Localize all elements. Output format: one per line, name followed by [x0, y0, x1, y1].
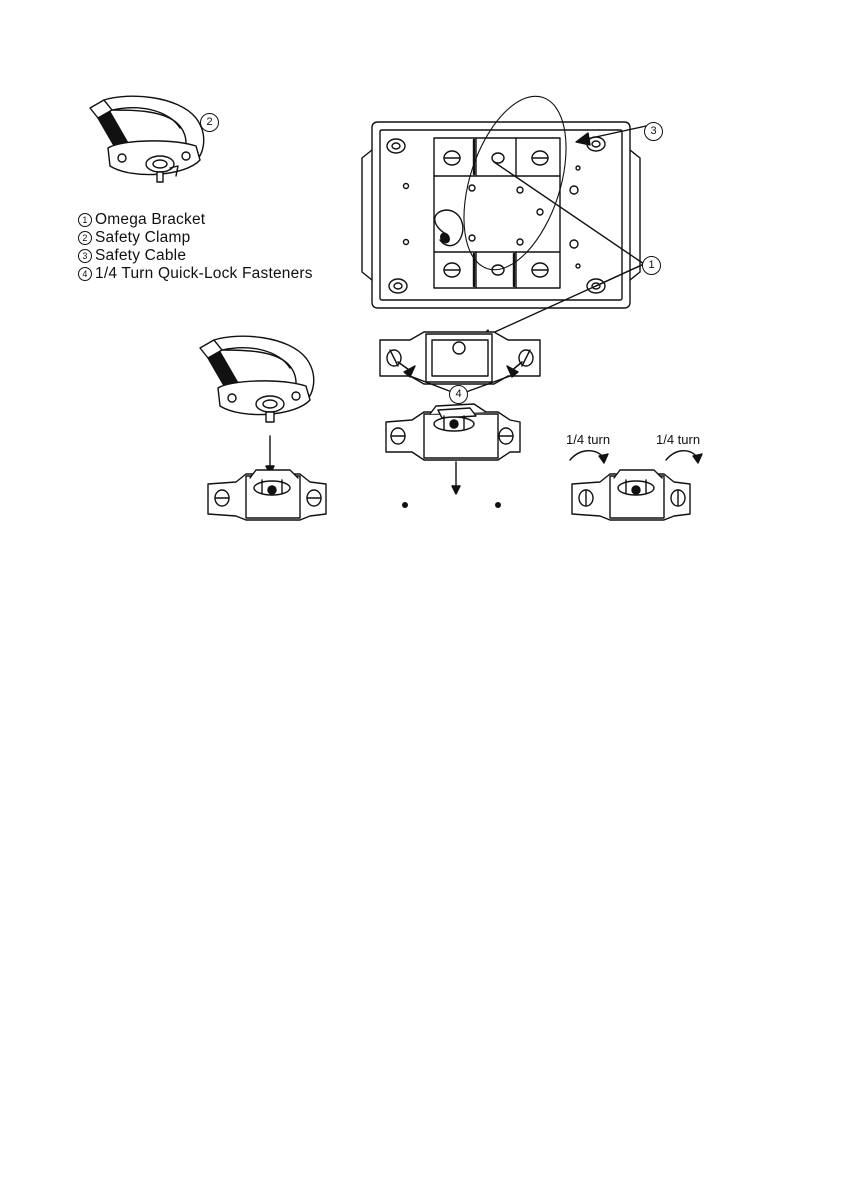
callout-4: 4	[449, 385, 468, 404]
turn-arrow-right	[666, 451, 702, 463]
callout-2: 2	[200, 113, 219, 132]
callout-3: 3	[644, 122, 663, 141]
legend-item-safety-clamp	[78, 229, 338, 247]
legend-label: Safety Clamp	[95, 229, 191, 246]
turn-label-right: 1/4 turn	[656, 432, 701, 447]
legend-item-quick-lock-fasteners	[78, 265, 338, 283]
legend	[78, 211, 338, 283]
legend-item-safety-cable	[78, 247, 338, 265]
turn-label-left: 1/4 turn	[566, 432, 611, 447]
legend-item-omega-bracket	[78, 211, 338, 229]
legend-number: 3	[78, 249, 92, 263]
legend-label: Omega Bracket	[95, 211, 206, 228]
safety-clamp-top	[90, 96, 204, 182]
legend-number: 2	[78, 231, 92, 245]
down-arrow-left	[266, 436, 274, 474]
legend-label: Safety Cable	[95, 247, 187, 264]
bracket-assembled-left	[208, 470, 326, 520]
callout-1: 1	[642, 256, 661, 275]
legend-number: 1	[78, 213, 92, 227]
omega-bracket	[380, 332, 540, 392]
safety-clamp-lower	[200, 336, 314, 422]
bracket-assembled-middle	[386, 404, 520, 460]
down-arrow-middle	[402, 462, 501, 508]
legend-number: 4	[78, 267, 92, 281]
legend-label: 1/4 Turn Quick-Lock Fasteners	[95, 265, 313, 282]
fixture-base	[362, 83, 640, 308]
bracket-assembled-right	[572, 470, 690, 520]
turn-arrow-left	[570, 451, 608, 463]
